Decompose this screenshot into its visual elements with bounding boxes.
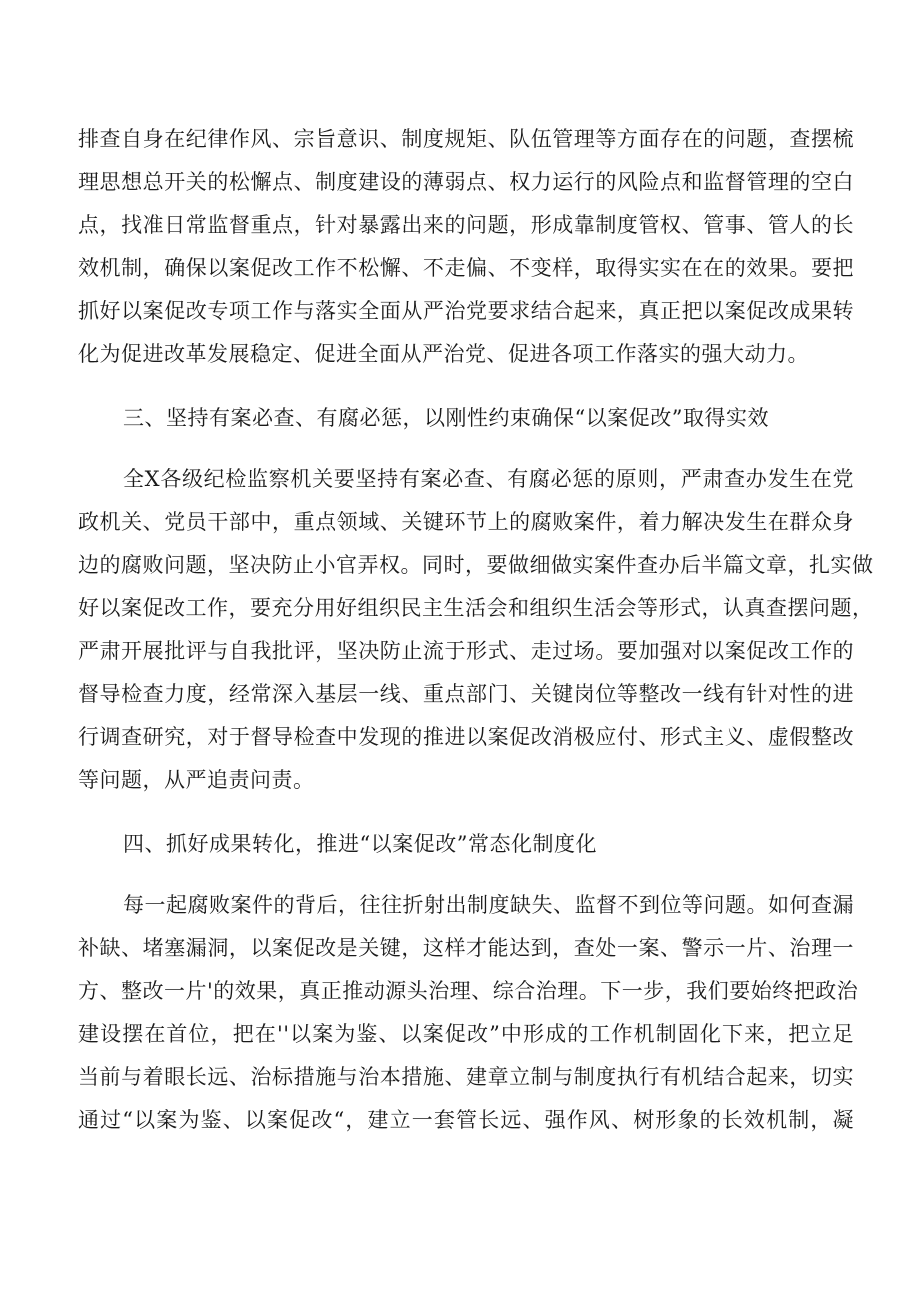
text-line: 方、整改一片'的效果，真正推动源头治理、综合治理。下一步，我们要始终把政治 [78, 979, 859, 1003]
text-line: 行调查研究，对于督导检查中发现的推进以案促改消极应付、形式主义、虚假整改 [78, 725, 854, 749]
text-line: 每一起腐败案件的背后，往往折射出制度缺失、监督不到位等问题。如何查漏 [123, 893, 854, 917]
text-line: 补缺、堵塞漏洞，以案促改是关键，这样才能达到，查处一案、警示一片、治理一 [78, 936, 854, 960]
section-heading-4 [78, 823, 854, 866]
paragraph-section-4 [78, 884, 859, 1142]
text-line: 当前与着眼长远、治标措施与治本措施、建章立制与制度执行有机结合起来，切实 [78, 1065, 854, 1089]
paragraph-section-3 [78, 458, 874, 802]
paragraph-continuation [78, 118, 854, 376]
text-line: 等问题，从严追责问责。 [78, 768, 315, 792]
text-line: 通过“以案为鉴、以案促改“，建立一套管长远、强作风、树形象的长效机制，凝 [78, 1108, 854, 1132]
heading-text: 三、坚持有案必查、有腐必惩，以刚性约束确保“以案促改”取得实效 [123, 406, 769, 430]
heading-text: 四、抓好成果转化，推进“以案促改”常态化制度化 [123, 832, 597, 856]
text-line: 建设摆在首位，把在''以案为鉴、以案促改”中形成的工作机制固化下来，把立足 [78, 1022, 854, 1046]
text-line: 化为促进改革发展稳定、促进全面从严治党、促进各项工作落实的强大动力。 [78, 342, 809, 366]
section-heading-3 [78, 397, 854, 440]
text-line: 全X各级纪检监察机关要坚持有案必查、有腐必惩的原则，严肃查办发生在党 [123, 467, 854, 491]
text-line: 严肃开展批评与自我批评，坚决防止流于形式、走过场。要加强对以案促改工作的 [78, 639, 854, 663]
text-line: 边的腐败问题，坚决防止小官弄权。同时，要做细做实案件查办后半篇文章，扎实做 [78, 553, 874, 577]
text-line: 排查自身在纪律作风、宗旨意识、制度规矩、队伍管理等方面存在的问题，查摆梳 [78, 127, 854, 151]
text-line: 政机关、党员干部中，重点领域、关键环节上的腐败案件，着力解决发生在群众身 [78, 510, 854, 534]
text-line: 点，找准日常监督重点，针对暴露出来的问题，形成靠制度管权、管事、管人的长 [78, 213, 854, 237]
text-line: 抓好以案促改专项工作与落实全面从严治党要求结合起来，真正把以案促改成果转 [78, 299, 854, 323]
text-line: 好以案促改工作，要充分用好组织民主生活会和组织生活会等形式，认真查摆问题， [78, 596, 874, 620]
text-line: 效机制，确保以案促改工作不松懈、不走偏、不变样，取得实实在在的效果。要把 [78, 256, 854, 280]
text-line: 督导检查力度，经常深入基层一线、重点部门、关键岗位等整改一线有针对性的进 [78, 682, 854, 706]
text-line: 理思想总开关的松懈点、制度建设的薄弱点、权力运行的风险点和监督管理的空白 [78, 170, 854, 194]
